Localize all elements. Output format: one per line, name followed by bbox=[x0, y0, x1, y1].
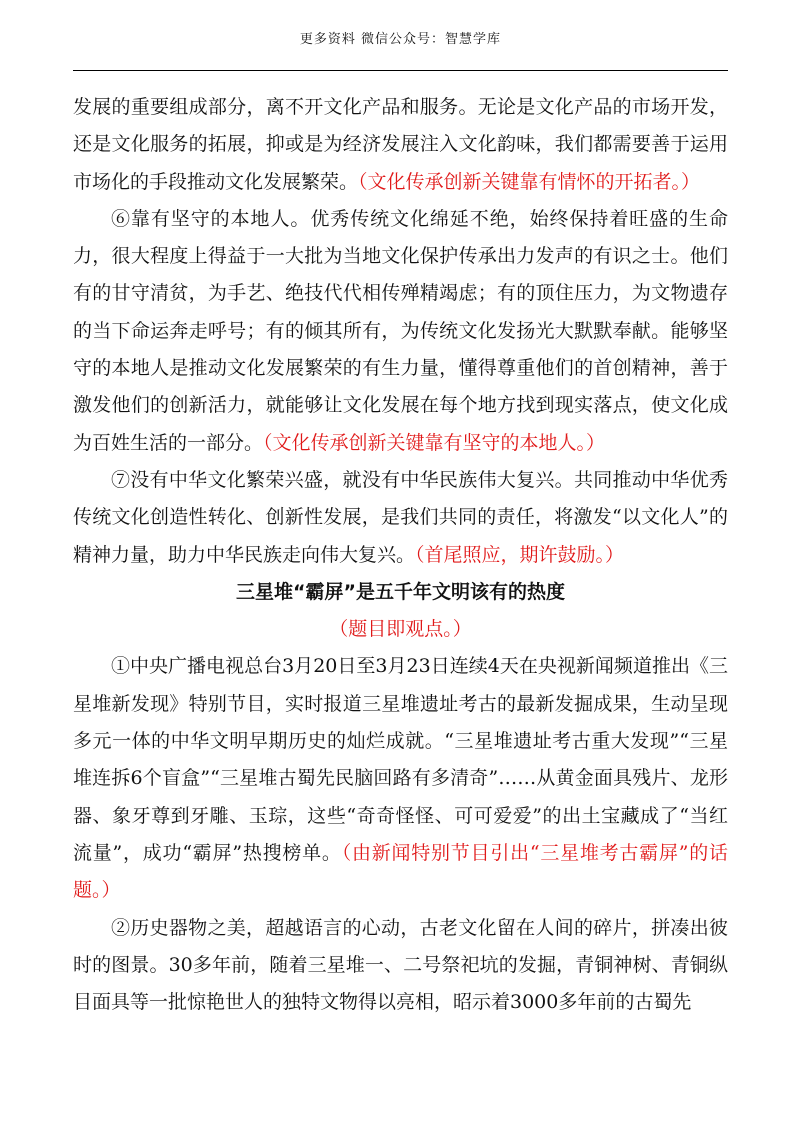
paragraph-text: ⑥靠有坚守的本地人。优秀传统文化绵延不绝，始终保持着旺盛的生命力，很大程度上得益于一大批为当地文化保护传承出力发声的有识之士。他们有的甘守清贫，为手艺、绝技代代相传殚精竭虑；有的顶住压力，为文物遗存的当下命运奔走呼号；有的倾其所有，为传统文化发扬光大默默奉献。能够坚守的本地人是推动文化发展繁荣的有生力量，懂得尊重他们的首创精神，善于激发他们的创新活力，就能够让文化发展在每个地方找到现实落点，使文化成为百姓生活的一部分。 bbox=[73, 207, 728, 454]
page-header: 更多资料 微信公众号：智慧学库 bbox=[299, 32, 502, 47]
article-subtitle-note: （题目即观点。） bbox=[329, 618, 472, 641]
paragraph-6 bbox=[73, 201, 728, 462]
article-title: 三星堆“霸屏”是五千年文明该有的热度 bbox=[236, 580, 565, 603]
document-body bbox=[73, 89, 728, 1021]
annotation-note: （首尾照应，期许鼓励。） bbox=[415, 543, 625, 566]
paragraph-text: 发展的重要组成部分，离不开文化产品和服务。无论是文化产品的市场开发，还是文化服务的拓展，抑或是为经济发展注入文化韵味，我们都需要善于运用市场化的手段推动文化发展繁荣。 bbox=[73, 96, 728, 193]
paragraph-text: ⑦没有中华文化繁荣兴盛，就没有中华民族伟大复兴。共同推动中华优秀传统文化创造性转化、创新性发展，是我们共同的责任，将激发“以文化人”的精神力量，助力中华民族走向伟大复兴。 bbox=[73, 468, 728, 566]
article-paragraph-2 bbox=[73, 910, 728, 1022]
annotation-note: （文化传承创新关键靠有坚守的本地人。） bbox=[263, 431, 606, 454]
header-divider bbox=[73, 70, 728, 71]
paragraph-7 bbox=[73, 462, 728, 574]
paragraph-continued bbox=[73, 89, 728, 201]
paragraph-text: ②历史器物之美，超越语言的心动，古老文化留在人间的碎片，拼凑出彼时的图景。30多年前，随着三星堆一、二号祭祀坑的发掘，青铜神树、青铜纵目面具等一批惊艳世人的独特文物得以亮相，昭示着3000多年前的古蜀先 bbox=[73, 916, 728, 1014]
article-paragraph-1 bbox=[73, 648, 728, 909]
paragraph-text: ①中央广播电视总台3月20日至3月23日连续4天在央视新闻频道推出《三星堆新发现》特别节目，实时报道三星堆遗址考古的最新发掘成果，生动呈现多元一体的中华文明早期历史的灿烂成就。“三星堆遗址考古重大发现”“三星堆连拆6个盲盒”“三星堆古蜀先民脑回路有多清奇”……从黄金面具残片、龙形器、象牙尊到牙雕、玉琮，这些“奇奇怪怪、可可爱爱”的出土宝藏成了“当红流量”，成功“霸屏”热搜榜单。 bbox=[73, 655, 728, 864]
annotation-note: （文化传承创新关键靠有情怀的开拓者。） bbox=[358, 170, 701, 193]
annotation-note: （由新闻特别节目引出“三星堆考古霸屏”的话题。） bbox=[73, 841, 728, 902]
